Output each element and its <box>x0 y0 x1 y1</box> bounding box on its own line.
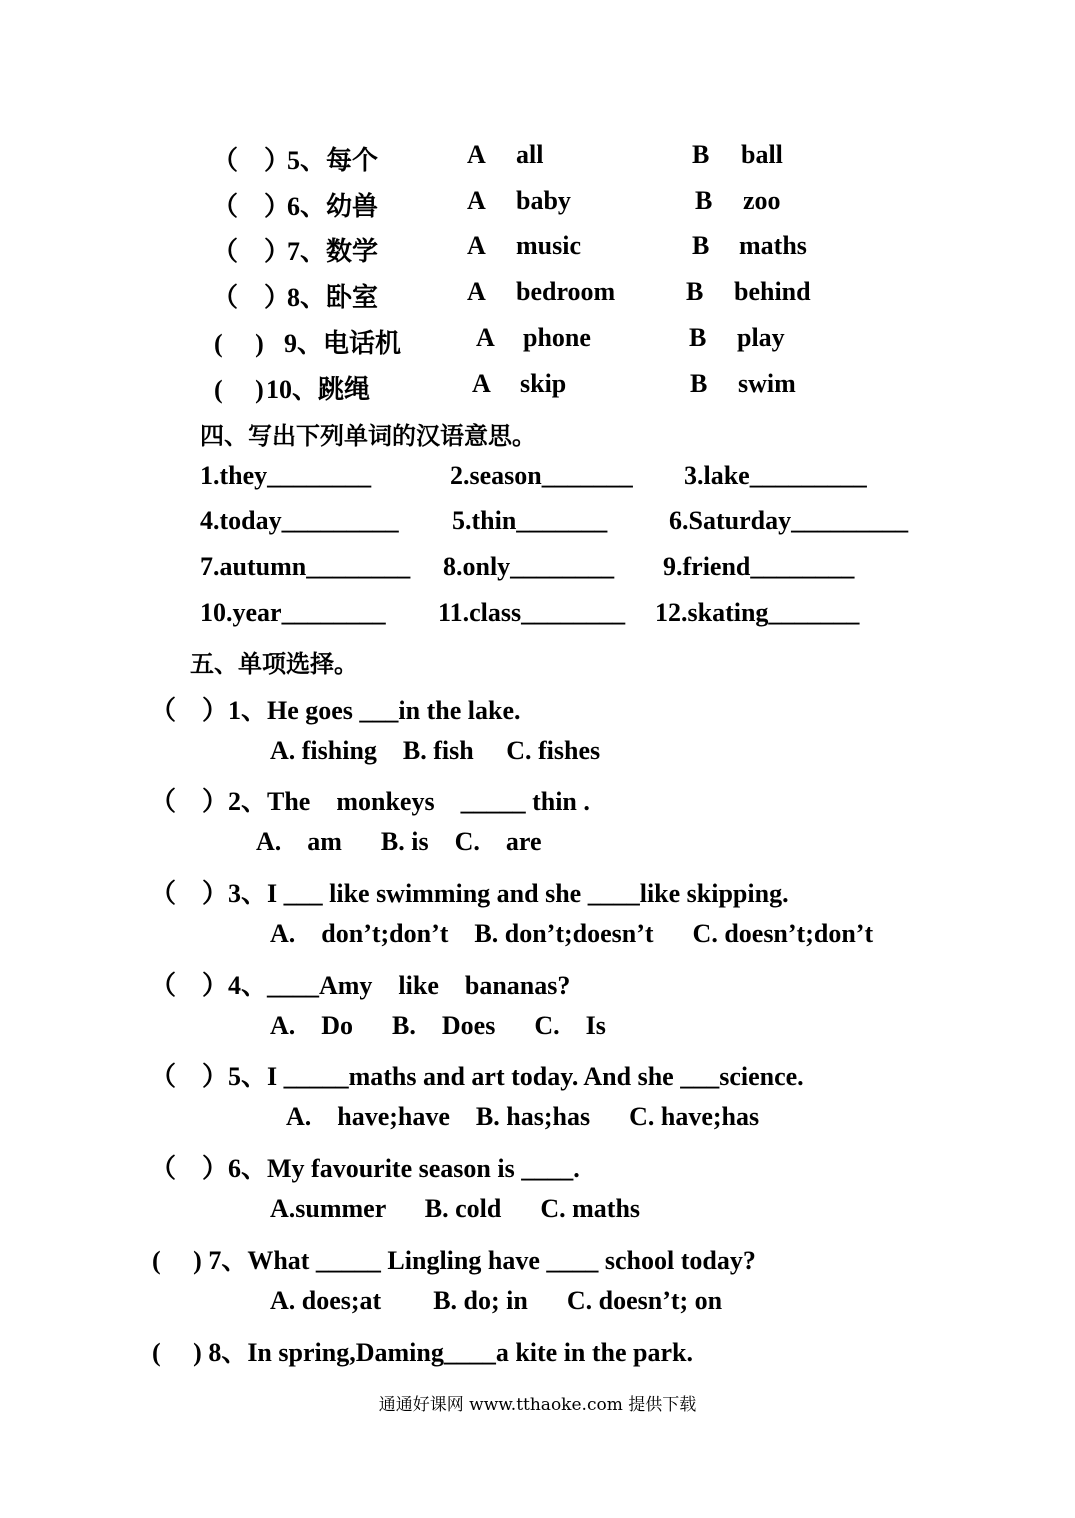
mc-options-3: A. don’t;don’t B. don’t;doesn’t C. doesn’t;don’t <box>270 919 874 948</box>
mc-options-4: A. Do B. Does C. Is <box>270 1011 606 1040</box>
answer-paren: （ ） <box>212 192 291 221</box>
vocab-item: 5.thin_______ <box>452 506 608 535</box>
option-a-label: A <box>467 140 486 169</box>
option-b-label: B <box>692 140 710 169</box>
option-a-word: skip <box>520 369 567 398</box>
option-a-label: A <box>467 186 486 215</box>
option-b-word: behind <box>734 277 811 306</box>
question-number: 8、卧室 <box>287 283 379 312</box>
vocab-item: 4.today_________ <box>200 506 399 535</box>
option-a-word: all <box>516 140 544 169</box>
option-b-label: B <box>686 277 704 306</box>
section4-title: 四、写出下列单词的汉语意思。 <box>200 424 536 450</box>
footer-text: 通通好课网 www.tthaoke.com 提供下载 <box>378 1395 697 1415</box>
answer-paren: ( ) <box>214 329 264 358</box>
option-b-label: B <box>695 186 713 215</box>
option-b-word: play <box>737 323 785 352</box>
mc-options-2: A. am B. is C. are <box>256 827 542 856</box>
section5-title: 五、单项选择。 <box>190 652 358 678</box>
answer-paren: ( ) <box>214 375 264 404</box>
option-b-word: maths <box>739 231 807 260</box>
option-b-word: ball <box>741 140 783 169</box>
question-number: 9、电话机 <box>284 329 402 358</box>
mc-question-4: （ ）4、____Amy like bananas? <box>150 971 571 1000</box>
mc-question-2: （ ）2、The monkeys _____ thin . <box>150 787 590 816</box>
question-number: 10、跳绳 <box>266 375 371 404</box>
vocab-item: 2.season_______ <box>450 461 633 490</box>
question-number: 7、数学 <box>287 237 379 266</box>
vocab-item: 8.only________ <box>443 552 615 581</box>
vocab-item: 3.lake_________ <box>684 461 867 490</box>
vocab-item: 10.year________ <box>200 598 386 627</box>
mc-options-7: A. does;at B. do; in C. doesn’t; on <box>270 1286 723 1315</box>
vocab-item: 9.friend________ <box>663 552 855 581</box>
mc-question-1: （ ）1、He goes ___in the lake. <box>150 696 521 725</box>
vocab-item: 6.Saturday_________ <box>669 506 909 535</box>
option-b-label: B <box>692 231 710 260</box>
mc-options-5: A. have;have B. has;has C. have;has <box>286 1102 760 1131</box>
option-b-word: zoo <box>743 186 781 215</box>
answer-paren: （ ） <box>212 146 291 175</box>
option-a-word: bedroom <box>516 277 616 306</box>
option-b-label: B <box>690 369 708 398</box>
option-a-word: phone <box>523 323 591 352</box>
option-a-label: A <box>472 369 491 398</box>
mc-options-1: A. fishing B. fish C. fishes <box>270 736 601 765</box>
question-number: 5、每个 <box>287 146 379 175</box>
option-a-label: A <box>467 231 486 260</box>
option-a-word: baby <box>516 186 571 215</box>
vocab-item: 7.autumn________ <box>200 552 411 581</box>
mc-question-7: ( ) 7、What _____ Lingling have ____ school today? <box>152 1246 756 1275</box>
option-a-word: music <box>516 231 581 260</box>
vocab-item: 1.they________ <box>200 461 372 490</box>
option-b-label: B <box>689 323 707 352</box>
option-a-label: A <box>467 277 486 306</box>
answer-paren: （ ） <box>212 283 291 312</box>
mc-question-6: （ ）6、My favourite season is ____. <box>150 1154 580 1183</box>
vocab-item: 11.class________ <box>438 598 626 627</box>
mc-question-8: ( ) 8、In spring,Daming____a kite in the park. <box>152 1338 693 1367</box>
mc-question-5: （ ）5、I _____maths and art today. And she ___science. <box>150 1062 804 1091</box>
mc-options-6: A.summer B. cold C. maths <box>270 1194 641 1223</box>
vocab-item: 12.skating_______ <box>655 598 860 627</box>
mc-question-3: （ ）3、I ___ like swimming and she ____like skipping. <box>150 879 789 908</box>
answer-paren: （ ） <box>212 237 291 266</box>
question-number: 6、幼兽 <box>287 192 379 221</box>
option-b-word: swim <box>738 369 796 398</box>
option-a-label: A <box>476 323 495 352</box>
